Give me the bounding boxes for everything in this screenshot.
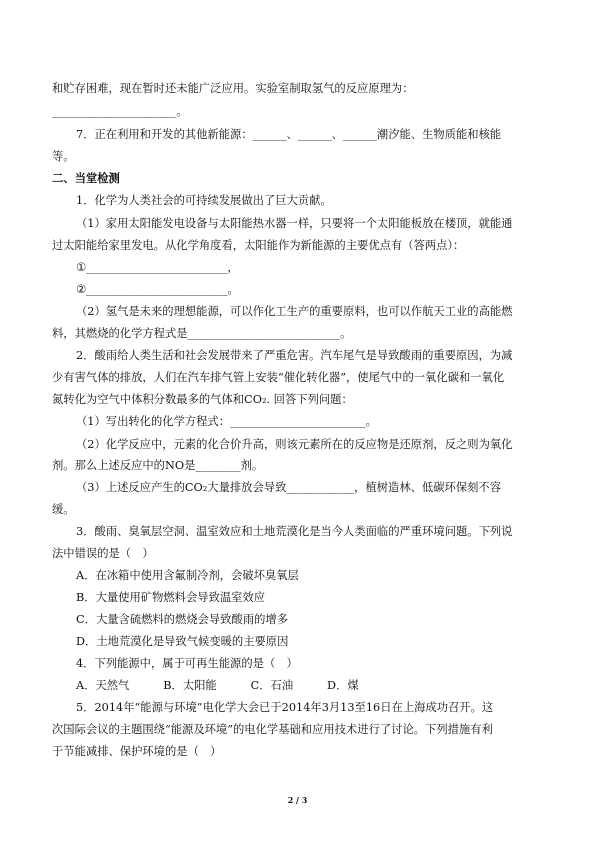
text-line: （2）化学反应中，元素的化合价升高，则该元素所在的反应物是还原剂，反之则为氧化 xyxy=(76,438,513,451)
text-line: 剂。那么上述反应中的NO是________剂。 xyxy=(52,459,264,472)
option-line: D．土地荒漠化是导致气候变暖的主要原因 xyxy=(76,635,289,648)
text-line: 等。 xyxy=(52,150,75,163)
text-line: 少有害气体的排放，人们在汽车排气管上安装“催化转化器”，使尾气中的一氧化碳和一氧化 xyxy=(52,371,505,384)
option-line: A．天然气 B．太阳能 C．石油 D．煤 xyxy=(76,679,359,692)
text-line: 料，其燃烧的化学方程式是___________________________。 xyxy=(52,327,352,340)
option-line: C．大量含硫燃料的燃烧会导致酸雨的增多 xyxy=(76,613,288,626)
text-line: 2．酸雨给人类生活和社会发展带来了严重危害。汽车尾气是导致酸雨的重要原因，为减 xyxy=(76,349,513,362)
text-line: ______________________。 xyxy=(52,105,188,118)
text-line: 1．化学为人类社会的可持续发展做出了巨大贡献。 xyxy=(76,194,332,207)
text-line: 缓。 xyxy=(52,503,75,516)
text-line: 和贮存困难，现在暂时还未能广泛应用。实验室制取氢气的反应原理为： xyxy=(52,82,414,95)
text-line: （3）上述反应产生的CO₂大量排放会导致____________，植树造林、低碳环保刻不容 xyxy=(76,481,502,494)
text-line: 于节能减排、保护环境的是（ ） xyxy=(52,745,222,758)
text-line: 3．酸雨、臭氧层空洞、温室效应和土地荒漠化是当今人类面临的严重环境问题。下列说 xyxy=(76,525,513,538)
text-line: 5．2014年“能源与环境”电化学大会已于2014年3月13至16日在上海成功召开。这 xyxy=(76,701,494,714)
option-line: A．在冰箱中使用含氟制冷剂，会破坏臭氧层 xyxy=(76,569,299,582)
text-line: ①_________________________， xyxy=(76,261,239,274)
text-line: （1）家用太阳能发电设备与太阳能热水器一样，只要将一个太阳能板放在楼顶，就能通 xyxy=(76,217,513,230)
option-line: B．大量使用矿物燃料会导致温室效应 xyxy=(76,591,266,604)
text-line: 过太阳能给家里发电。从化学角度看，太阳能作为新能源的主要优点有（答两点）： xyxy=(52,239,465,252)
text-line: 7．正在利用和开发的其他新能源：______、______、______潮汐能、生物质能和核能 xyxy=(76,128,502,141)
text-line: 法中错误的是（ ） xyxy=(52,547,154,560)
text-line: 4．下列能源中，属于可再生能源的是（ ） xyxy=(76,657,298,670)
section-heading: 二、当堂检测 xyxy=(52,172,120,185)
text-line: （1）写出转化的化学方程式：________________________。 xyxy=(76,415,377,428)
text-line: （2）氢气是未来的理想能源，可以作化工生产的重要原料，也可以作航天工业的高能燃 xyxy=(76,305,513,318)
page-number: 2 / 3 xyxy=(287,795,308,805)
text-line: ②_________________________。 xyxy=(76,283,239,296)
text-line: 氮转化为空气中体积分数最多的气体和CO₂. 回答下列问题： xyxy=(52,393,353,406)
text-line: 次国际会议的主题围绕“能源及环境”的电化学基础和应用技术进行了讨论。下列措施有利 xyxy=(52,723,493,736)
